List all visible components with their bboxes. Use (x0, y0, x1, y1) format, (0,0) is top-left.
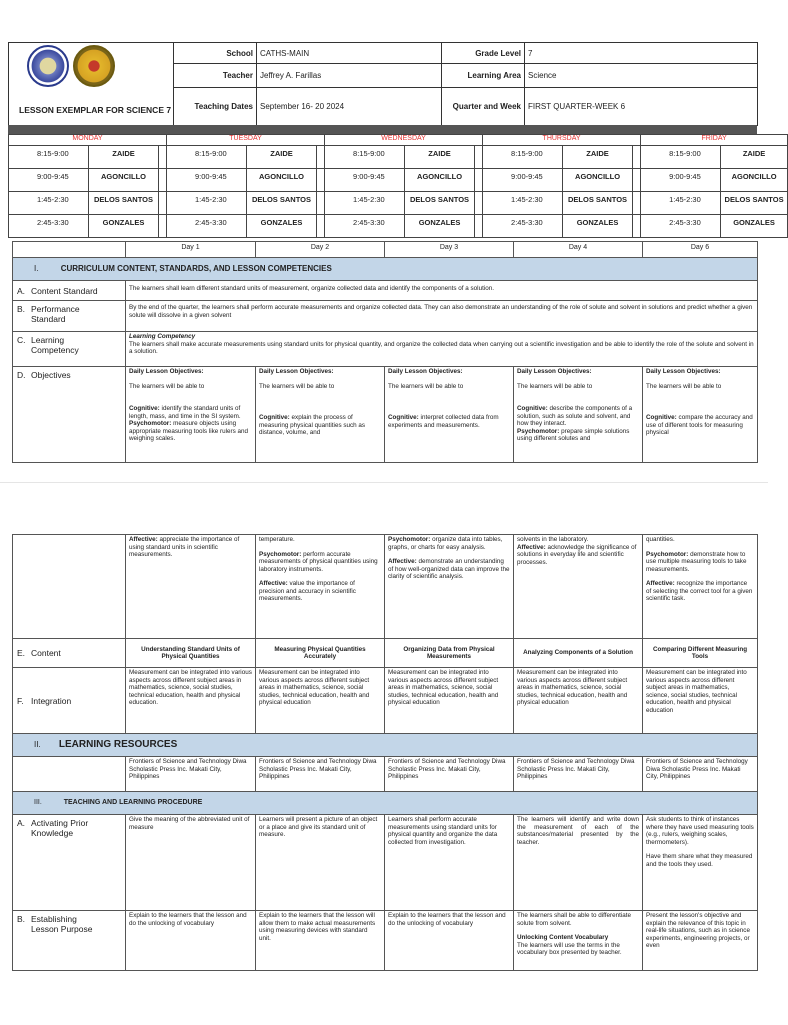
objective-cell: Daily Lesson Objectives: The learners will be able to Cognitive: identify the standard units of length, mass, and time in the SI system. Psychomotor: measure objects using appropriate measuring tools like rulers and weighing scales. (126, 367, 256, 463)
content-title: Comparing Different Measuring Tools (643, 639, 758, 668)
objective-cell: Daily Lesson Objectives: The learners will be able to Cognitive: compare the accuracy and use of different tools for measuring physical (643, 367, 758, 463)
objective-cell: temperature. Psychomotor: perform accurate measurements of physical quantities using laboratory instruments. Affective: value the importance of precision and accuracy in scientific measurements. (256, 535, 385, 639)
header-table (8, 42, 758, 126)
section-number: II. (34, 740, 41, 750)
section-learning-resources (13, 734, 758, 757)
schedule-section: GONZALES (405, 215, 475, 238)
activity-cell: Learners will present a picture of an object or a place and give its standard unit of measure. (256, 815, 385, 911)
row-label: Content (31, 648, 61, 658)
teacher-value: Jeffrey A. Farillas (257, 64, 442, 88)
activity-cell: Explain to the learners that the lesson and do the unlocking of vocabulary (126, 911, 256, 971)
grade-level-label: Grade Level (442, 43, 525, 64)
activity-cell: Present the lesson's objective and explain the relevance of this topic in real-life situations, such as in science experiments, engineering projects, or even (643, 911, 758, 971)
row-learning-competency: C. Learning Competency Learning Competency The learners shall make accurate measurements using standard units for physical quantity, and organize the collected data when carrying out a scientific investigation and be able to identify the role of the solute and solvent in a solution. (13, 332, 758, 367)
content-title: Organizing Data from Physical Measurements (385, 639, 514, 668)
objective-cell: Daily Lesson Objectives: The learners will be able to Cognitive: describe the components of a solution, such as solute and solvent, and how they interact. Psychomotor: prepare simple solutions using different solutes and (514, 367, 643, 463)
schedule-time: 9:00-9:45 (167, 169, 247, 192)
schedule-time: 8:15-9:00 (167, 146, 247, 169)
schedule-row (9, 169, 788, 192)
objective-cell: Psychomotor: organize data into tables, graphs, or charts for easy analysis. Affective: demonstrate an understanding of how well-organized data can improve the clarity of scientific analysis. (385, 535, 514, 639)
objective-cell: Daily Lesson Objectives: The learners will be able to Cognitive: interpret collected data from experiments and measurements. (385, 367, 514, 463)
schedule-row (9, 215, 788, 238)
section-title: TEACHING AND LEARNING PROCEDURE (63, 799, 203, 807)
header-divider-band (8, 125, 757, 134)
activity-cell: Explain to the learners that the lesson will allow them to make actual measurements using measuring devices with standard unit. (256, 911, 385, 971)
school-value: CATHS-MAIN (257, 43, 442, 64)
schedule-section: ZAIDE (89, 146, 159, 169)
row-label: Objectives (31, 370, 71, 380)
schedule-row (9, 192, 788, 215)
schedule-time: 9:00-9:45 (641, 169, 721, 192)
section-title: LEARNING RESOURCES (58, 739, 178, 751)
schedule-time: 2:45-3:30 (641, 215, 721, 238)
schedule-section: ZAIDE (405, 146, 475, 169)
schedule-time: 1:45-2:30 (483, 192, 563, 215)
schedule-time: 2:45-3:30 (325, 215, 405, 238)
page-2 (0, 482, 768, 1025)
day-header: Day 4 (514, 242, 643, 258)
schedule-time: 9:00-9:45 (9, 169, 89, 192)
integration-cell: Measurement can be integrated into various aspects across different subject areas in mathematics, science, social studies, technical education, health and physical education. (126, 668, 256, 734)
teaching-dates-value: September 16- 20 2024 (257, 88, 442, 126)
section-teaching-procedure (13, 792, 758, 815)
page-1 (0, 0, 784, 482)
school-label: School (174, 43, 257, 64)
row-integration: F. Integration Measurement can be integrated into various aspects across different subject areas in mathematics, science, social studies, technical education, health and physical education. Measurement can be integrated into various aspects across different subject areas in mathematics, science, social studies, technical education, health and physical education Measurement can be integrated into various aspects across different subject areas in mathematics, science, social studies, technical education, health and physical education Measurement can be integrated into various aspects across different subject areas in mathematics, science, social studies, technical education, health and physical education Measurement can be integrated into various aspects across different subject areas in mathematics, science, social studies, technical education, health and physical education (13, 668, 758, 734)
lesson-title: LESSON EXEMPLAR FOR SCIENCE 7 (19, 105, 172, 115)
schedule-section: AGONCILLO (563, 169, 633, 192)
schedule-section: GONZALES (721, 215, 788, 238)
logo-group (27, 45, 115, 87)
quarter-week-label: Quarter and Week (442, 88, 525, 126)
activity-cell: Give the meaning of the abbreviated unit of measure (126, 815, 256, 911)
row-label: Performance (31, 304, 80, 314)
objective-cell: Affective: appreciate the importance of using standard units in scientific measurements. (126, 535, 256, 639)
row-objectives: D. Objectives Daily Lesson Objectives: The learners will be able to Cognitive: identify the standard units of length, mass, and time in the SI system. Psychomotor: measure objects using appropriate measuring tools like rulers and weighing scales. Daily Lesson Objectives: The learners will be able to Cognitive: explain the process of measuring physical quantities such as distance, volume, and Daily Lesson Objectives: The learners will be able to Cognitive: interpret collected data from experiments and measurements. Daily Lesson Objectives: The learners will be able to Cognitive: describe the components of a solution, such as solute and solvent, and how they interact. Psychomotor: prepare simple solutions using different solutes and Daily Lesson Objectives: The learners will be able to Cognitive: compare the accuracy and use of different tools for measuring physical (13, 367, 758, 463)
activity-cell: Explain to the learners that the lesson and do the unlocking of vocabulary (385, 911, 514, 971)
schedule-section: DELOS SANTOS (563, 192, 633, 215)
integration-cell: Measurement can be integrated into various aspects across different subject areas in mathematics, science, social studies, technical education, health and physical education (514, 668, 643, 734)
schedule-time: 1:45-2:30 (325, 192, 405, 215)
schedule-time: 2:45-3:30 (9, 215, 89, 238)
schedule-time: 1:45-2:30 (167, 192, 247, 215)
schedule-time: 2:45-3:30 (483, 215, 563, 238)
row-label: Activating Prior (31, 818, 89, 828)
row-establishing-lesson-purpose: B. Establishing Lesson Purpose Explain to the learners that the lesson and do the unlocking of vocabulary Explain to the learners that the lesson will allow them to make actual measurements using measuring devices with standard unit. Explain to the learners that the lesson and do the unlocking of vocabulary The learners shall be able to differentiate solute from solvent. Unlocking Content Vocabulary The learners will use the terms in the vocabulary box presented by teacher. Present the lesson's objective and explain the relevance of this topic in real-life situations, such as in science experiments, engineering projects, or even (13, 911, 758, 971)
schedule-section: AGONCILLO (405, 169, 475, 192)
learning-area-label: Learning Area (442, 64, 525, 88)
row-activating-prior-knowledge: A. Activating Prior Knowledge Give the meaning of the abbreviated unit of measure Learners will present a picture of an object or a place and give its standard unit of measure. Learners shall perform accurate measurements using standard units for physical quantity and organize the data collected from investigation. The learners will identify and write down the measurement of each of the substances/material presented by the teacher. Ask students to think of instances where they have used measuring tools (e.g., rulers, weighing scales, thermometers). Have them share what they measured and the tools they used. (13, 815, 758, 911)
schedule-section: ZAIDE (721, 146, 788, 169)
schedule-section: ZAIDE (563, 146, 633, 169)
schedule-time: 8:15-9:00 (325, 146, 405, 169)
row-performance-standard: B. Performance Standard By the end of the quarter, the learners shall perform accurate measurements and organize collected data. They can also demonstrate an understanding of the role of solute and solvent in solutions and predict whether a given solute will dissolve in a given solvent (13, 301, 758, 332)
activity-cell: Ask students to think of instances where they have used measuring tools (e.g., rulers, weighing scales, thermometers). Have them share what they measured and the tools they used. (643, 815, 758, 911)
row-resources (13, 757, 758, 792)
schedule-section: GONZALES (247, 215, 317, 238)
row-label: Learning (31, 335, 65, 345)
activity-cell: The learners will identify and write down the measurement of each of the substances/material presented by the teacher. (514, 815, 643, 911)
learning-competency-text: The learners shall make accurate measurements using standard units for physical quantity, and organize the collected data when carrying out a scientific investigation and be able to identify the role of the solute and solvent in a solution. (129, 340, 754, 355)
learning-competency-heading: Learning Competency (129, 333, 196, 340)
schedule-time: 2:45-3:30 (167, 215, 247, 238)
lesson-title-cell (9, 43, 174, 126)
resource-cell: Frontiers of Science and Technology Diwa Scholastic Press Inc. Makati City, Philippines (385, 757, 514, 792)
section-title: CURRICULUM CONTENT, STANDARDS, AND LESSON COMPETENCIES (60, 264, 332, 274)
day-header: Day 2 (256, 242, 385, 258)
learning-area-value: Science (525, 64, 758, 88)
integration-cell: Measurement can be integrated into various aspects across different subject areas in mathematics, science, social studies, technical education, health and physical education (643, 668, 758, 734)
grade-level-value: 7 (525, 43, 758, 64)
schedule-section: DELOS SANTOS (89, 192, 159, 215)
content-title: Analyzing Components of a Solution (514, 639, 643, 668)
performance-standard-text: By the end of the quarter, the learners shall perform accurate measurements and organize collected data. They can also demonstrate an understanding of the role of solute and solvent in solutions and predict whether a given solute will dissolve in a given solvent (126, 301, 758, 332)
schedule-time: 9:00-9:45 (325, 169, 405, 192)
row-label: Content Standard (31, 285, 98, 296)
schedule-time: 1:45-2:30 (641, 192, 721, 215)
schedule-day-wednesday: WEDNESDAY (325, 135, 483, 146)
row-content: E. Content Understanding Standard Units of Physical Quantities Measuring Physical Quantities Accurately Organizing Data from Physical Measurements Analyzing Components of a Solution Comparing Different Measuring Tools (13, 639, 758, 668)
schedule-day-monday: MONDAY (9, 135, 167, 146)
schedule-section: DELOS SANTOS (405, 192, 475, 215)
schedule-section: AGONCILLO (89, 169, 159, 192)
day-header: Day 1 (126, 242, 256, 258)
row-objectives-continued (13, 535, 758, 639)
schedule-time: 8:15-9:00 (641, 146, 721, 169)
section-number: I. (34, 264, 39, 274)
day-header: Day 3 (385, 242, 514, 258)
resource-cell: Frontiers of Science and Technology Diwa Scholastic Press Inc. Makati City, Philippines (643, 757, 758, 792)
schedule-section: AGONCILLO (721, 169, 788, 192)
row-content-standard: A. Content Standard The learners shall learn different standard units of measurement, organize collected data and identify the components of a solution. (13, 281, 758, 301)
teaching-dates-label: Teaching Dates (174, 88, 257, 126)
quarter-week-value: FIRST QUARTER-WEEK 6 (525, 88, 758, 126)
schedule-section: GONZALES (89, 215, 159, 238)
schedule-day-thursday: THURSDAY (483, 135, 641, 146)
section-number: III. (34, 799, 42, 807)
schedule-time: 8:15-9:00 (483, 146, 563, 169)
schedule-section: ZAIDE (247, 146, 317, 169)
integration-cell: Measurement can be integrated into various aspects across different subject areas in mathematics, science, social studies, technical education, health and physical education (385, 668, 514, 734)
content-title: Understanding Standard Units of Physical Quantities (126, 639, 256, 668)
day-header: Day 6 (643, 242, 758, 258)
schedule-day-tuesday: TUESDAY (167, 135, 325, 146)
activity-cell: The learners shall be able to differentiate solute from solvent. Unlocking Content Vocabulary The learners will use the terms in the vocabulary box presented by teacher. (514, 911, 643, 971)
resource-cell: Frontiers of Science and Technology Diwa Scholastic Press Inc. Makati City, Philippines (256, 757, 385, 792)
schedule-time: 8:15-9:00 (9, 146, 89, 169)
schedule-section: AGONCILLO (247, 169, 317, 192)
schedule-time: 9:00-9:45 (483, 169, 563, 192)
lesson-plan-table-page-1 (12, 241, 758, 463)
section-curriculum (13, 258, 758, 281)
deped-seal-icon (27, 45, 69, 87)
resource-cell: Frontiers of Science and Technology Diwa Scholastic Press Inc. Makati City, Philippines (126, 757, 256, 792)
schedule-section: GONZALES (563, 215, 633, 238)
lesson-plan-table-page-2 (12, 534, 758, 971)
objective-cell: Daily Lesson Objectives: The learners will be able to Cognitive: explain the process of measuring physical quantities such as distance, volume, and (256, 367, 385, 463)
content-standard-text: The learners shall learn different standard units of measurement, organize collected data and identify the components of a solution. (126, 281, 758, 301)
schedule-table (8, 134, 788, 238)
division-seal-icon (73, 45, 115, 87)
schedule-day-friday: FRIDAY (641, 135, 788, 146)
schedule-time: 1:45-2:30 (9, 192, 89, 215)
objective-cell: solvents in the laboratory. Affective: acknowledge the significance of solutions in everyday life and scientific processes. (514, 535, 643, 639)
integration-cell: Measurement can be integrated into various aspects across different subject areas in mathematics, science, social studies, technical education, health and physical education (256, 668, 385, 734)
content-title: Measuring Physical Quantities Accurately (256, 639, 385, 668)
activity-cell: Learners shall perform accurate measurements using standard units for physical quantity and organize the data collected from investigation. (385, 815, 514, 911)
schedule-section: DELOS SANTOS (247, 192, 317, 215)
resource-cell: Frontiers of Science and Technology Diwa Scholastic Press Inc. Makati City, Philippines (514, 757, 643, 792)
schedule-row (9, 146, 788, 169)
schedule-section: DELOS SANTOS (721, 192, 788, 215)
row-label: Establishing (31, 914, 77, 924)
row-label: Integration (31, 695, 72, 706)
objective-cell: quantities. Psychomotor: demonstrate how to use multiple measuring tools to take measurements. Affective: recognize the importance of selecting the correct tool for a given scientific task. (643, 535, 758, 639)
teacher-label: Teacher (174, 64, 257, 88)
